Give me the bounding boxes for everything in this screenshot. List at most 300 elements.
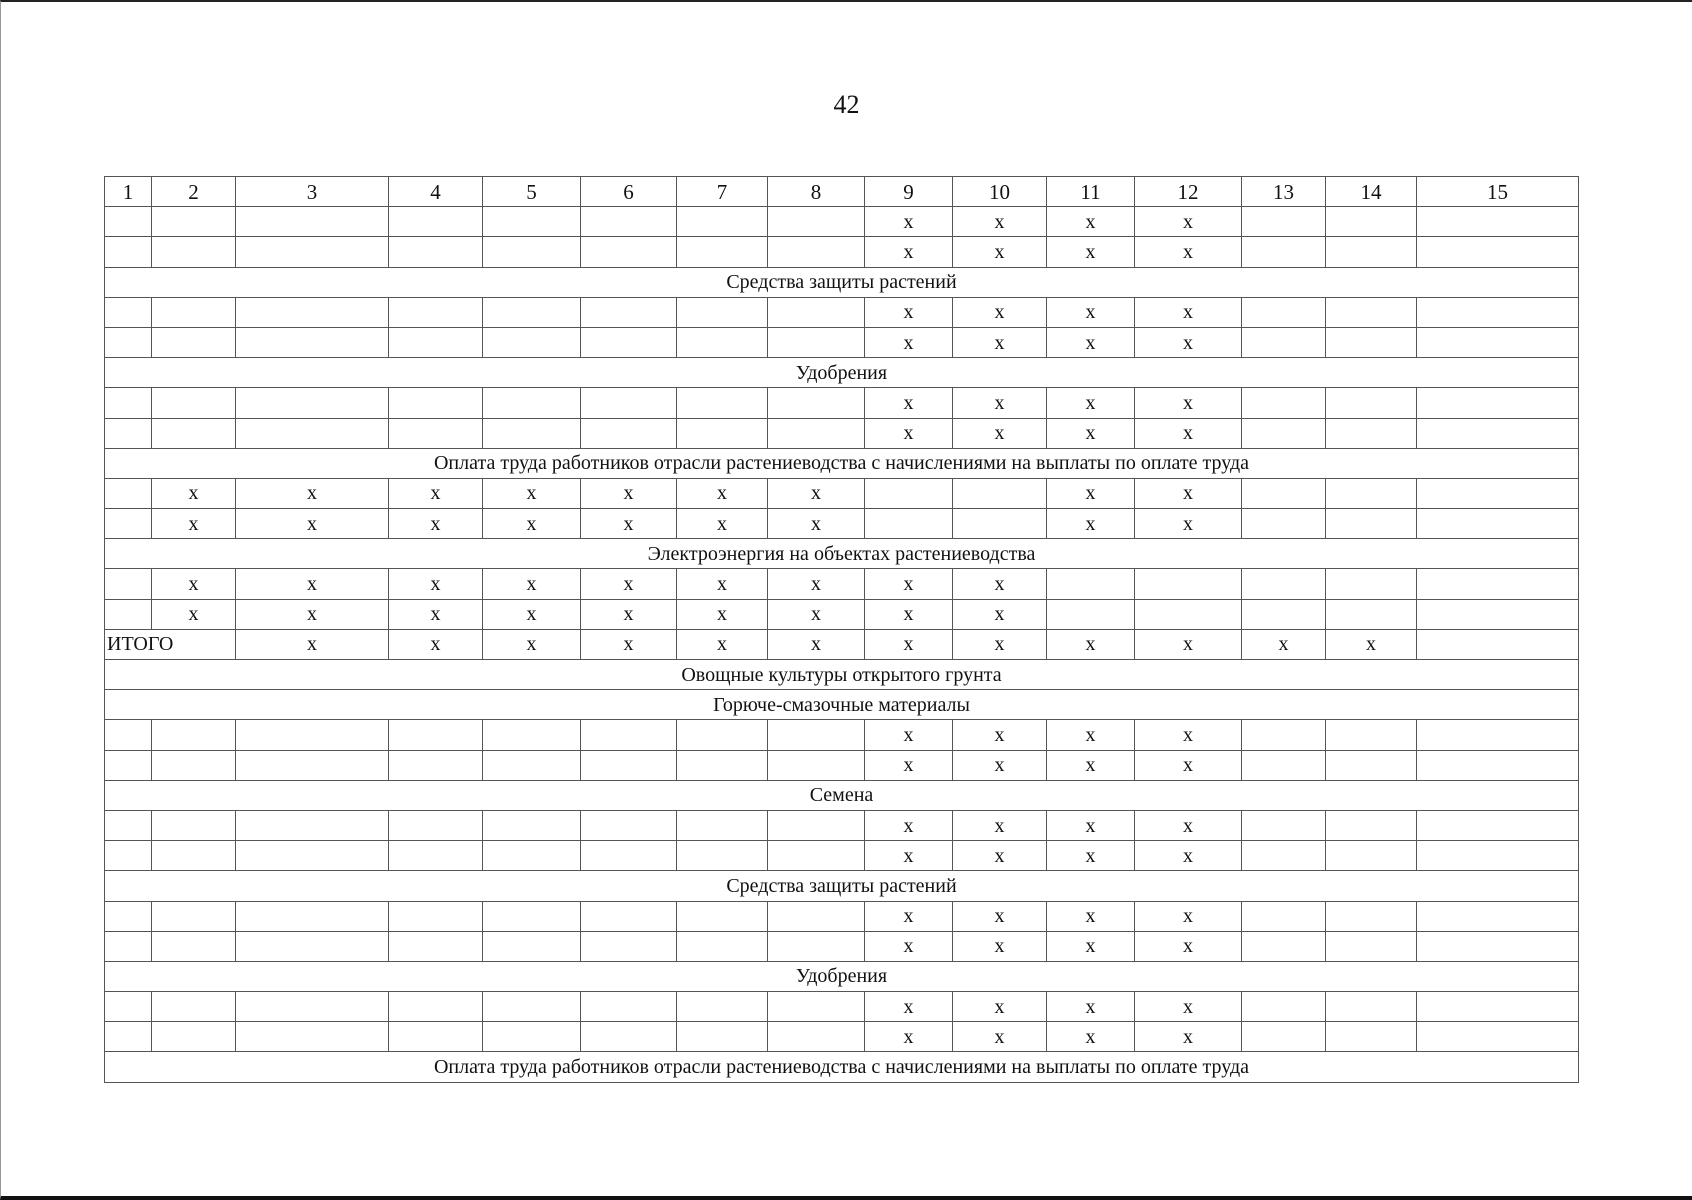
table-cell — [389, 237, 483, 267]
table-cell: x — [1135, 297, 1242, 327]
section-row — [105, 1052, 1579, 1082]
table-cell — [1417, 931, 1579, 961]
table-cell — [677, 297, 768, 327]
table-cell — [105, 388, 152, 418]
table-cell — [1417, 509, 1579, 539]
table-row — [105, 841, 1579, 871]
table-cell: x — [953, 841, 1047, 871]
table-cell — [1326, 388, 1417, 418]
table-cell — [236, 750, 389, 780]
table-cell — [581, 901, 677, 931]
table-cell: x — [865, 207, 953, 237]
table-cell — [581, 931, 677, 961]
table-cell: x — [581, 509, 677, 539]
table-cell: x — [1135, 720, 1242, 750]
table-cell: x — [953, 599, 1047, 629]
table-cell — [105, 599, 152, 629]
table-cell — [768, 901, 865, 931]
table-cell: x — [953, 901, 1047, 931]
section-row — [105, 660, 1579, 690]
table-cell: x — [677, 629, 768, 659]
section-row — [105, 780, 1579, 810]
table-cell: x — [1135, 327, 1242, 357]
column-header: 3 — [236, 177, 389, 207]
table-cell — [236, 1022, 389, 1052]
table-cell — [1326, 841, 1417, 871]
table-cell — [1242, 810, 1326, 840]
table-cell — [677, 810, 768, 840]
table-cell — [768, 720, 865, 750]
section-title: Средства защиты растений — [105, 267, 1579, 297]
table-cell — [1242, 992, 1326, 1022]
table-cell: x — [236, 599, 389, 629]
section-title: Овощные культуры открытого грунта — [105, 660, 1579, 690]
table-cell: x — [1135, 509, 1242, 539]
table-cell: x — [865, 720, 953, 750]
table-cell — [581, 992, 677, 1022]
table-cell: x — [1047, 720, 1135, 750]
table-cell: x — [1135, 629, 1242, 659]
table-cell: x — [483, 629, 581, 659]
table-cell — [1417, 750, 1579, 780]
table-cell: x — [1135, 418, 1242, 448]
table-cell: x — [389, 629, 483, 659]
column-header: 6 — [581, 177, 677, 207]
table-cell — [152, 901, 236, 931]
table-cell — [105, 931, 152, 961]
table-cell — [389, 388, 483, 418]
table-cell — [389, 207, 483, 237]
table-cell — [953, 509, 1047, 539]
page-number: 42 — [833, 90, 860, 119]
table-cell: x — [865, 327, 953, 357]
table-cell — [581, 388, 677, 418]
table-cell — [677, 327, 768, 357]
table-cell — [768, 750, 865, 780]
table-cell — [1417, 1022, 1579, 1052]
column-header: 5 — [483, 177, 581, 207]
table-cell: x — [953, 418, 1047, 448]
table-cell: x — [865, 599, 953, 629]
table-cell — [677, 931, 768, 961]
table-cell — [677, 237, 768, 267]
table-cell — [236, 388, 389, 418]
table-cell — [152, 1022, 236, 1052]
table-cell — [768, 237, 865, 267]
table-cell — [152, 720, 236, 750]
table-cell — [1242, 841, 1326, 871]
table-cell: x — [1047, 931, 1135, 961]
table-cell — [1417, 327, 1579, 357]
table-cell — [1417, 720, 1579, 750]
section-title: Электроэнергия на объектах растениеводства — [105, 539, 1579, 569]
column-header: 7 — [677, 177, 768, 207]
table-cell: x — [768, 569, 865, 599]
section-row — [105, 358, 1579, 388]
table-cell — [236, 901, 389, 931]
table-cell — [581, 1022, 677, 1052]
section-title: Удобрения — [105, 358, 1579, 388]
table-cell — [483, 1022, 581, 1052]
table-cell: x — [236, 509, 389, 539]
table-row — [105, 297, 1579, 327]
table-cell: x — [677, 569, 768, 599]
table-cell: x — [1047, 992, 1135, 1022]
table-cell — [105, 509, 152, 539]
table-cell — [152, 810, 236, 840]
table-cell — [865, 509, 953, 539]
table-cell — [1326, 750, 1417, 780]
table-cell: x — [865, 418, 953, 448]
table-cell — [152, 931, 236, 961]
table-cell: x — [953, 569, 1047, 599]
table-cell — [581, 237, 677, 267]
table-cell — [483, 992, 581, 1022]
table-cell — [581, 720, 677, 750]
table-cell — [105, 418, 152, 448]
table-cell — [236, 992, 389, 1022]
table-row — [105, 509, 1579, 539]
table-cell: x — [865, 569, 953, 599]
table-row — [105, 750, 1579, 780]
table-cell — [236, 207, 389, 237]
table-cell — [581, 810, 677, 840]
table-row — [105, 901, 1579, 931]
column-header: 4 — [389, 177, 483, 207]
table-cell: x — [1135, 841, 1242, 871]
column-header: 8 — [768, 177, 865, 207]
table-cell — [389, 720, 483, 750]
table-cell — [236, 327, 389, 357]
table-cell — [1326, 509, 1417, 539]
table-cell — [1417, 810, 1579, 840]
table-cell — [105, 1022, 152, 1052]
table-cell — [677, 418, 768, 448]
table-cell — [105, 750, 152, 780]
section-title: Оплата труда работников отрасли растениеводства с начислениями на выплаты по оплате труда — [105, 448, 1579, 478]
table-cell: x — [1047, 629, 1135, 659]
table-cell — [1242, 1022, 1326, 1052]
table-cell — [389, 810, 483, 840]
table-row — [105, 720, 1579, 750]
table-cell: x — [152, 599, 236, 629]
table-cell — [105, 901, 152, 931]
table-cell — [1417, 388, 1579, 418]
table-cell — [1135, 569, 1242, 599]
table-cell — [1417, 478, 1579, 508]
table-cell — [1242, 297, 1326, 327]
table-cell — [768, 931, 865, 961]
table-cell: x — [953, 327, 1047, 357]
table-cell: x — [953, 810, 1047, 840]
table-cell — [1242, 418, 1326, 448]
table-cell — [389, 841, 483, 871]
table-cell: x — [152, 509, 236, 539]
table-body — [105, 177, 1579, 1083]
table-cell: x — [581, 478, 677, 508]
table-cell: x — [1047, 297, 1135, 327]
table-cell — [768, 992, 865, 1022]
table-cell: x — [1135, 810, 1242, 840]
table-cell — [483, 297, 581, 327]
table-cell — [581, 750, 677, 780]
table-cell — [389, 327, 483, 357]
table-cell: x — [152, 478, 236, 508]
table-cell: x — [1242, 629, 1326, 659]
table-cell — [1242, 478, 1326, 508]
table-row — [105, 1022, 1579, 1052]
table-cell — [1242, 327, 1326, 357]
table-cell: x — [1047, 1022, 1135, 1052]
table-cell — [152, 207, 236, 237]
total-label: ИТОГО — [105, 629, 236, 659]
table-cell: x — [581, 629, 677, 659]
table-row — [105, 388, 1579, 418]
table-cell — [105, 478, 152, 508]
table-cell — [1417, 841, 1579, 871]
table-cell: x — [389, 599, 483, 629]
column-header: 14 — [1326, 177, 1417, 207]
table-cell: x — [152, 569, 236, 599]
table-cell — [1242, 569, 1326, 599]
table-cell — [677, 992, 768, 1022]
table-cell — [677, 901, 768, 931]
table-cell — [677, 841, 768, 871]
table-cell — [483, 810, 581, 840]
table-row — [105, 237, 1579, 267]
table-cell: x — [1135, 207, 1242, 237]
table-cell: x — [768, 478, 865, 508]
table-cell — [1242, 720, 1326, 750]
table-cell: x — [1047, 841, 1135, 871]
table-cell: x — [581, 569, 677, 599]
table-cell — [1242, 931, 1326, 961]
table-cell — [483, 931, 581, 961]
table-cell: x — [953, 237, 1047, 267]
section-title: Оплата труда работников отрасли растениеводства с начислениями на выплаты по оплате труда — [105, 1052, 1579, 1082]
table-cell — [483, 418, 581, 448]
table-row — [105, 810, 1579, 840]
table-cell — [768, 841, 865, 871]
table-cell — [152, 418, 236, 448]
table-cell — [677, 750, 768, 780]
table-cell — [1242, 207, 1326, 237]
table-cell: x — [953, 629, 1047, 659]
table-cell — [581, 841, 677, 871]
table-cell — [483, 388, 581, 418]
table-row — [105, 931, 1579, 961]
table-cell — [1326, 992, 1417, 1022]
table-cell — [236, 237, 389, 267]
table-cell — [581, 418, 677, 448]
table-cell: x — [1047, 237, 1135, 267]
table-cell — [1326, 569, 1417, 599]
table-cell — [1242, 750, 1326, 780]
table-cell — [389, 418, 483, 448]
table-cell — [1417, 418, 1579, 448]
table-cell — [105, 992, 152, 1022]
table-cell — [1326, 478, 1417, 508]
table-row — [105, 569, 1579, 599]
table-cell: x — [865, 237, 953, 267]
column-header: 12 — [1135, 177, 1242, 207]
table-cell — [105, 720, 152, 750]
table-cell — [389, 297, 483, 327]
table-cell — [389, 901, 483, 931]
table-cell: x — [1047, 901, 1135, 931]
table-cell: x — [953, 388, 1047, 418]
table-cell: x — [1047, 327, 1135, 357]
table-row — [105, 599, 1579, 629]
table-cell: x — [1135, 1022, 1242, 1052]
table-cell — [105, 841, 152, 871]
table-cell: x — [953, 931, 1047, 961]
section-title: Семена — [105, 780, 1579, 810]
table-cell — [1326, 237, 1417, 267]
table-cell: x — [483, 569, 581, 599]
table-row — [105, 478, 1579, 508]
table-cell: x — [768, 599, 865, 629]
table-cell — [1326, 1022, 1417, 1052]
table-cell: x — [865, 297, 953, 327]
table-cell: x — [865, 750, 953, 780]
table-cell: x — [236, 478, 389, 508]
table-cell — [152, 237, 236, 267]
section-row — [105, 539, 1579, 569]
table-cell — [1047, 569, 1135, 599]
section-title: Удобрения — [105, 961, 1579, 991]
table-cell — [768, 418, 865, 448]
table-cell: x — [865, 992, 953, 1022]
section-row — [105, 961, 1579, 991]
section-title: Средства защиты растений — [105, 871, 1579, 901]
table-cell — [152, 388, 236, 418]
column-header: 9 — [865, 177, 953, 207]
table-cell: x — [865, 388, 953, 418]
table-cell: x — [483, 509, 581, 539]
table-cell — [1417, 569, 1579, 599]
section-row — [105, 871, 1579, 901]
table-cell: x — [389, 569, 483, 599]
table-cell: x — [677, 599, 768, 629]
section-row — [105, 267, 1579, 297]
column-header: 15 — [1417, 177, 1579, 207]
table-cell: x — [865, 841, 953, 871]
table-cell: x — [953, 720, 1047, 750]
table-cell — [953, 478, 1047, 508]
table-cell — [581, 327, 677, 357]
table-cell — [768, 388, 865, 418]
table-cell — [1135, 599, 1242, 629]
table-cell: x — [865, 629, 953, 659]
table-cell — [677, 720, 768, 750]
table-cell — [865, 478, 953, 508]
table-cell — [389, 750, 483, 780]
table-cell — [1242, 901, 1326, 931]
table-cell — [1326, 297, 1417, 327]
table-cell: x — [677, 478, 768, 508]
table-cell: x — [1135, 931, 1242, 961]
table-cell — [483, 720, 581, 750]
table-cell: x — [1047, 418, 1135, 448]
table-cell — [236, 841, 389, 871]
table-cell: x — [1047, 388, 1135, 418]
table-cell — [1242, 388, 1326, 418]
table-cell — [1326, 207, 1417, 237]
table-cell: x — [1047, 750, 1135, 780]
header-row — [105, 177, 1579, 207]
table-cell: x — [1047, 810, 1135, 840]
table-cell: x — [483, 599, 581, 629]
table-cell — [768, 327, 865, 357]
table-cell — [152, 841, 236, 871]
table-cell — [1242, 509, 1326, 539]
table-cell — [1417, 237, 1579, 267]
table-cell — [105, 569, 152, 599]
table-row — [105, 418, 1579, 448]
table-cell — [677, 388, 768, 418]
column-header: 13 — [1242, 177, 1326, 207]
table-cell — [677, 207, 768, 237]
table-cell: x — [953, 992, 1047, 1022]
table-cell — [1326, 327, 1417, 357]
table-cell: x — [1135, 237, 1242, 267]
column-header: 1 — [105, 177, 152, 207]
table-cell: x — [768, 509, 865, 539]
table-cell: x — [236, 629, 389, 659]
table-cell — [152, 327, 236, 357]
section-row — [105, 448, 1579, 478]
table-cell: x — [953, 1022, 1047, 1052]
table-cell — [236, 810, 389, 840]
table-cell: x — [1135, 750, 1242, 780]
table-cell — [1326, 418, 1417, 448]
table-cell — [152, 297, 236, 327]
table-cell: x — [677, 509, 768, 539]
total-row — [105, 629, 1579, 659]
table-cell — [152, 750, 236, 780]
table-cell: x — [865, 810, 953, 840]
table-cell: x — [953, 750, 1047, 780]
table-cell — [152, 992, 236, 1022]
table-cell — [1417, 992, 1579, 1022]
table-cell — [483, 901, 581, 931]
table-cell — [1326, 810, 1417, 840]
table-cell — [1326, 931, 1417, 961]
table-cell — [1242, 237, 1326, 267]
table-cell — [768, 810, 865, 840]
table-cell — [1326, 599, 1417, 629]
table-cell: x — [865, 1022, 953, 1052]
column-header: 2 — [152, 177, 236, 207]
table-cell: x — [483, 478, 581, 508]
table-row — [105, 327, 1579, 357]
table-cell: x — [236, 569, 389, 599]
table-cell — [236, 720, 389, 750]
table-cell — [105, 327, 152, 357]
table-cell — [1417, 599, 1579, 629]
table-cell: x — [1135, 992, 1242, 1022]
table-cell — [483, 207, 581, 237]
table-cell — [483, 750, 581, 780]
table-cell: x — [389, 478, 483, 508]
table-cell — [483, 327, 581, 357]
table-cell — [105, 810, 152, 840]
table-cell — [389, 992, 483, 1022]
table-cell — [236, 931, 389, 961]
table-cell: x — [768, 629, 865, 659]
section-title: Горюче-смазочные материалы — [105, 690, 1579, 720]
